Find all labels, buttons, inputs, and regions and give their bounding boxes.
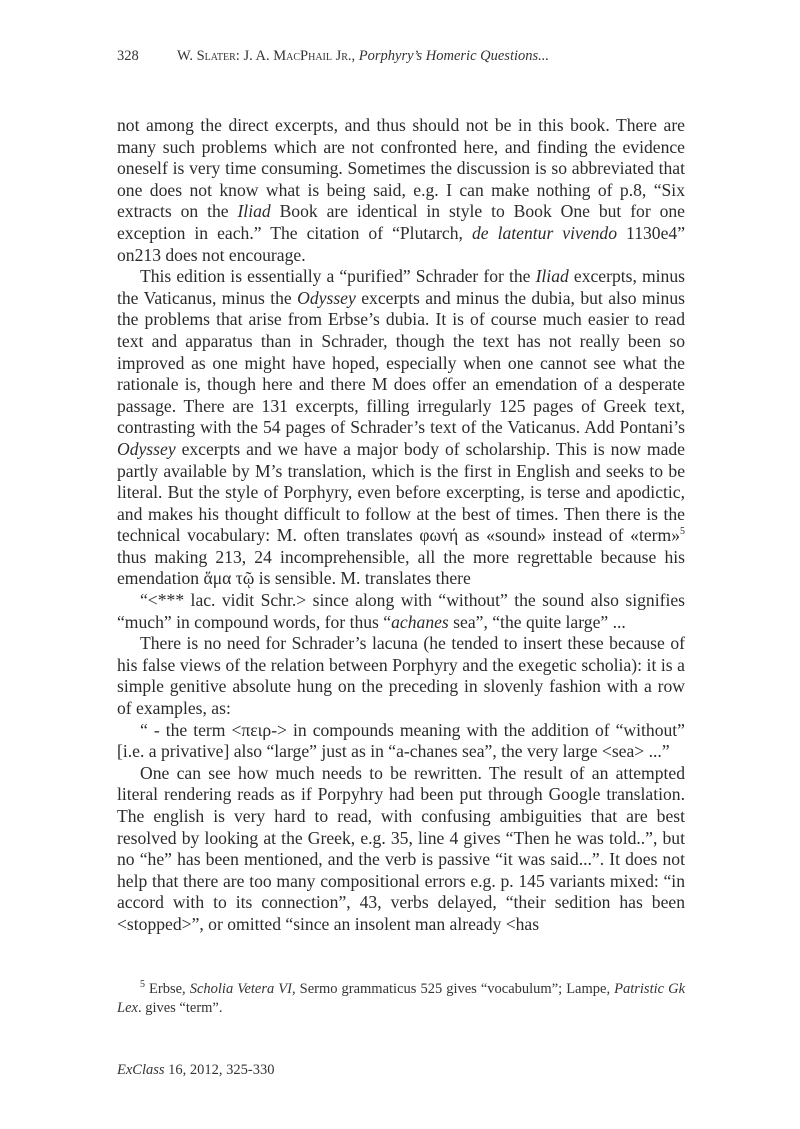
italic-text: Patristic Gk Lex [117,981,686,1016]
text-run: “ - the term <πειρ-> in compounds meaning with the addition of “without” [i.e. a privative] also “large” just as in “a-chanes sea”, the very large <sea> ...” [117,719,685,762]
text-run: Book are identical in style to Book One but for one exception in each.” The citation of “Plutarch, [117,201,685,243]
italic-text: Iliad [237,201,271,222]
journal-citation: 16, 2012, 325-330 [164,1062,275,1078]
page-footer [117,1062,275,1079]
header-reviewed-author: J. A. MacPhail Jr. [243,48,352,64]
text-run: sea”, “the quite large” ... [448,611,626,632]
text-run: not among the direct excerpts, and thus should not be in this book. There are many such problems which are not confronted here, and finding the evidence oneself is very time consuming. Sometimes the discussion is so abbreviated that one does not know what is being said, e.g. I can make nothing of p.8, “Six extracts on the [117,115,685,222]
body-text [117,115,685,936]
italic-text: de latentur vivendo [471,222,618,243]
paragraph [117,633,685,719]
italic-text: Iliad [535,266,569,287]
footnote-5 [117,980,685,1018]
header-comma: , [351,48,359,64]
paragraph [117,266,685,590]
text-run: There is no need for Schrader’s lacuna (he tended to insert these because of his false views of the relation between Porphyry and the exegetic scholia): it is a simple genitive absolute hung on the preceding in slovenly fashion with a row of examples, as: [117,633,685,719]
header-separator: : [235,48,244,64]
italic-text: Odyssey [117,438,176,459]
header-author: W. Slater [177,48,236,64]
text-run: One can see how much needs to be rewritten. The result of an attempted literal rendering reads as if Porpyhry had been put through Google translation. The english is very hard to read, with confusing ambiguities that are best resolved by looking at the Greek, e.g. 35, line 4 gives “Then he was told..”, but no “he” has been mentioned, and the verb is passive “it was said...”. It does not help that there are too many compositional errors e.g. p. 145 variants mixed: “in accord with to its connection”, 43, verbs delayed, “their sedition has been <stopped>”, or omitted “since an insolent man already <has [117,762,685,934]
journal-name: ExClass [117,1062,165,1078]
text-run: 1130e4” on213 does not encourage. [117,222,686,265]
paragraph [117,590,685,633]
paragraph [117,720,685,763]
text-run: excerpts and we have a major body of scholarship. This is now made partly available by M’s translation, which is the first in English and seeks to be literal. But the style of Porphyry, even before excerpting, is terse and apodictic, and makes his thought difficult to follow at the best of times. Then there is the technical vocabulary: M. often translates φωνή as «sound» instead of «term» [117,438,685,546]
footnote-ref[interactable]: 5 [680,526,685,538]
footnote-number: 5 [140,979,145,991]
italic-text: Odyssey [297,287,356,308]
header-title: Porphyry’s Homeric Questions... [358,48,550,64]
text-run: This edition is essentially a “purified” Schrader for the [140,266,536,287]
paragraph [117,763,685,936]
text-run: Erbse, [145,981,190,997]
text-run: excerpts, minus the Vaticanus, minus the [117,266,685,308]
running-header [117,48,685,65]
text-run: . gives “term”. [137,1000,223,1016]
text-run: excerpts and minus the dubia, but also minus the problems that arise from Erbse’s dubia. It is of course much easier to read text and apparatus than in Schrader, though the text has not really been so improved as one might have hoped, especially when one cannot see what the rationale is, though here and there M does offer an emendation of a desperate passage. There are 131 excerpts, filling irregularly 125 pages of Greek text, contrasting with the 54 pages of Schrader’s text of the Vaticanus. Add Pontani’s [117,287,685,438]
text-run: “<*** lac. vidit Schr.> since along with “without” the sound also signifies “much” in compound words, for thus “ [117,590,685,632]
paragraph [117,115,685,266]
italic-text: achanes [391,611,449,632]
italic-text: Scholia Vetera VI [189,981,292,997]
text-run: , Sermo grammaticus 525 gives “vocabulum”; Lampe, [291,981,615,997]
page-number: 328 [117,48,139,64]
text-run: thus making 213, 24 incomprehensible, all the more regrettable because his emendation ἅμα τῷ is sensible. M. translates there [117,546,685,589]
